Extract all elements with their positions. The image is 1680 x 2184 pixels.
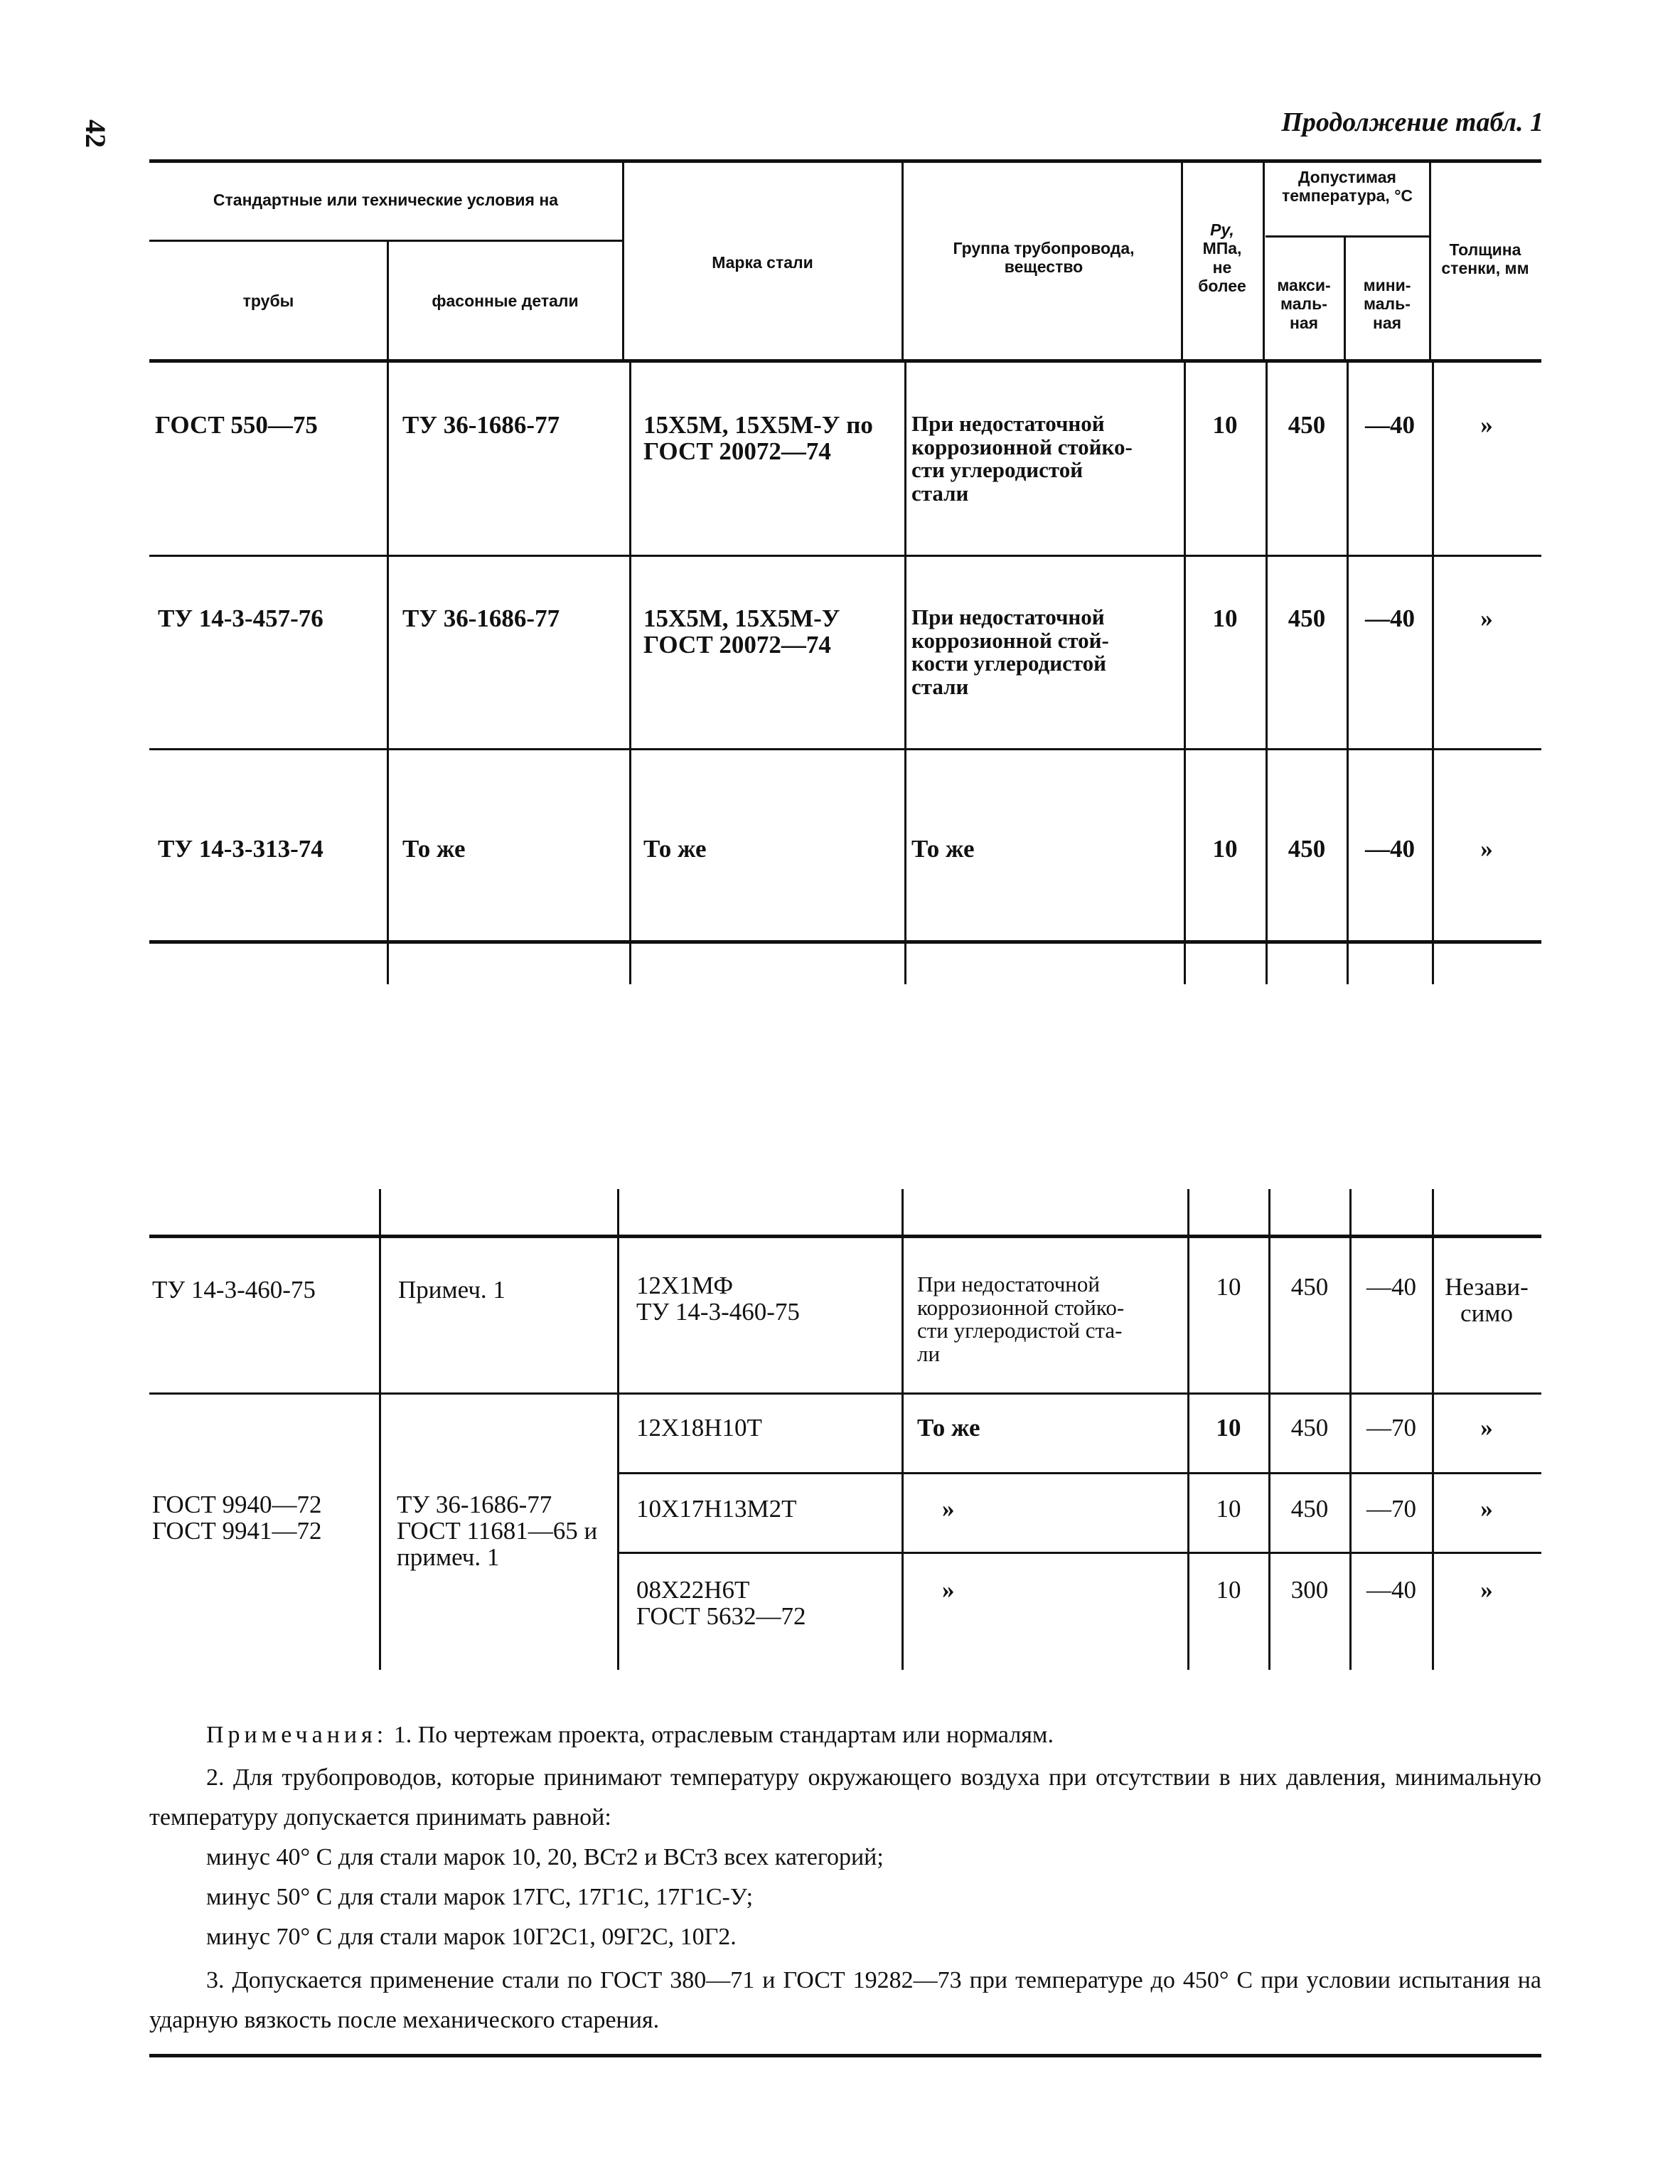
- body-col-divider: [904, 361, 906, 984]
- subrow-divider: [619, 1552, 1541, 1554]
- cell-pressure: 10: [1216, 1576, 1241, 1604]
- note-1-text: 1. По чертежам проекта, отраслевым стандартам или нормалям.: [393, 1722, 1054, 1748]
- cell-line: ГОСТ 5632—72: [636, 1602, 806, 1630]
- note-2-line: минус 50° С для стали марок 17ГС, 17Г1С, 17Г1С-У;: [206, 1884, 754, 1911]
- cell-line: симо: [1460, 1299, 1513, 1327]
- header-bottom-rule: [149, 359, 1541, 363]
- cell-pressure: 10: [1212, 835, 1238, 863]
- cell-line: ГОСТ 20072—74: [643, 630, 831, 659]
- body-col-divider: [1184, 361, 1186, 984]
- cell-line: ГОСТ 11681—65 и: [397, 1516, 598, 1545]
- cell-pipes: [152, 1492, 322, 1545]
- cell-wall-thickness: »: [1480, 411, 1493, 439]
- cell-pipes: ТУ 14-3-457-76: [158, 604, 323, 632]
- cell-line: 12Х1МФ: [636, 1272, 734, 1299]
- body-col-divider: [1347, 361, 1349, 984]
- cell-line: коррозионной стой-: [911, 627, 1109, 653]
- notes: [149, 1715, 1541, 2040]
- cell-line: стали: [911, 480, 969, 506]
- header-col-divider: [1429, 161, 1431, 359]
- header-fittings: фасонные детали: [432, 292, 579, 310]
- cell-line: При недостаточной: [917, 1272, 1100, 1296]
- note-1: [149, 1715, 1541, 1755]
- body-col-divider: [379, 1189, 381, 1670]
- temp-header-subdivider: [1266, 235, 1429, 238]
- cell-wall-thickness: »: [1480, 835, 1493, 863]
- cell-line: Незави-: [1445, 1273, 1529, 1301]
- cell-line: коррозионной стойко-: [911, 434, 1133, 459]
- cell-fittings: То же: [402, 835, 466, 863]
- cell-pipeline-group: То же: [917, 1414, 980, 1442]
- body-col-divider: [1432, 361, 1434, 984]
- header-col-divider: [1344, 237, 1346, 359]
- header-pipeline-group: Группа трубопровода, вещество: [953, 239, 1135, 277]
- cell-line: 15Х5М, 15Х5М-У: [643, 604, 840, 632]
- header-min-temp-line: ная: [1372, 313, 1402, 332]
- notes-heading: Примечания:: [206, 1722, 388, 1748]
- row-divider: [149, 748, 1541, 750]
- cell-max-temp: 450: [1290, 1273, 1329, 1301]
- cell-line: ли: [917, 1341, 941, 1366]
- cell-min-temp: —40: [1366, 1576, 1416, 1604]
- cell-max-temp: 300: [1290, 1576, 1329, 1604]
- header-subdivider: [149, 240, 622, 242]
- row-divider: [149, 1392, 1541, 1395]
- header-pressure-line: более: [1198, 277, 1246, 296]
- bottom-rule: [149, 2054, 1541, 2057]
- cell-steel-grade: То же: [643, 835, 707, 863]
- cell-wall-thickness: »: [1480, 604, 1493, 632]
- note-2-line: минус 40° С для стали марок 10, 20, ВСт2 и ВСт3 всех категорий;: [206, 1844, 884, 1871]
- cell-line: 15Х5М, 15Х5М-У по: [643, 411, 873, 439]
- header-min-temp-line: маль-: [1364, 294, 1411, 314]
- cell-max-temp: 450: [1290, 1414, 1329, 1442]
- body-col-divider: [901, 1189, 904, 1670]
- cell-line: коррозионной стойко-: [917, 1294, 1125, 1320]
- cell-fittings: ТУ 36-1686-77: [402, 604, 560, 632]
- cell-min-temp: —40: [1365, 411, 1415, 439]
- cell-pipeline-group: [911, 412, 1175, 505]
- header-min-temp: [1347, 276, 1427, 332]
- cell-pipes: ТУ 14-3-460-75: [152, 1276, 316, 1304]
- cell-pipeline-group: »: [942, 1495, 955, 1523]
- header-max-temp-line: маль-: [1280, 294, 1327, 314]
- cell-pipeline-group: »: [942, 1576, 955, 1604]
- cell-wall-thickness: [1434, 1274, 1539, 1327]
- note-2-line: минус 70° С для стали марок 10Г2С1, 09Г2С, 10Г2.: [206, 1924, 737, 1951]
- cell-max-temp: 450: [1288, 835, 1326, 863]
- cell-steel-grade: [636, 1577, 806, 1630]
- header-pressure-line: МПа,: [1202, 239, 1242, 258]
- cell-line: кости углеродистой: [911, 651, 1107, 676]
- header-temperature-group: Допустимая температура, °С: [1281, 168, 1413, 206]
- cell-steel-grade: [643, 412, 901, 465]
- header-col-divider: [1263, 161, 1265, 359]
- header-min-temp-line: мини-: [1363, 276, 1411, 294]
- cell-pipes: ТУ 14-3-313-74: [158, 835, 323, 863]
- header-max-temp: [1266, 276, 1342, 332]
- cell-steel-grade: [643, 606, 901, 659]
- cell-line: ТУ 36-1686-77: [397, 1491, 552, 1518]
- cell-wall-thickness: »: [1480, 1414, 1493, 1442]
- cell-line: При недостаточной: [911, 411, 1105, 436]
- cell-min-temp: —40: [1365, 604, 1415, 632]
- row-divider: [149, 940, 1541, 944]
- body-col-divider: [1266, 361, 1268, 984]
- cell-fittings: Примеч. 1: [398, 1276, 505, 1304]
- row-divider: [149, 1235, 1541, 1238]
- cell-fittings: [397, 1492, 614, 1570]
- cell-fittings: ТУ 36-1686-77: [402, 411, 560, 439]
- cell-pressure: 10: [1212, 604, 1238, 632]
- body-col-divider: [387, 361, 389, 984]
- cell-pressure: 10: [1216, 1414, 1241, 1442]
- cell-line: ГОСТ 9941—72: [152, 1516, 322, 1545]
- header-col-divider: [622, 161, 624, 359]
- header-pressure-line: Pу,: [1210, 220, 1234, 239]
- header-wall-thickness: Толщина стенки, мм: [1441, 240, 1529, 278]
- cell-line: сти углеродистой ста-: [917, 1318, 1123, 1343]
- cell-line: стали: [911, 673, 969, 699]
- cell-pipeline-group: То же: [911, 835, 975, 863]
- subrow-divider: [619, 1472, 1541, 1474]
- note-2: 2. Для трубопроводов, которые принимают температуру окружающего воздуха при отсутствии в них давления, минимальную температуру допускается принимать равной:: [149, 1764, 1541, 1831]
- cell-line: ГОСТ 20072—74: [643, 437, 831, 465]
- cell-line: При недостаточной: [911, 604, 1105, 629]
- header-col-divider: [387, 241, 389, 359]
- header-pressure-line: не: [1212, 257, 1232, 277]
- header-standards-group: Стандартные или технические условия на: [213, 191, 559, 209]
- cell-min-temp: —70: [1366, 1495, 1416, 1523]
- header-max-temp-line: ная: [1289, 313, 1319, 332]
- page-number: 42: [80, 119, 112, 148]
- cell-line: примеч. 1: [397, 1543, 500, 1571]
- cell-line: ТУ 14-3-460-75: [636, 1297, 800, 1326]
- header-col-divider: [901, 161, 904, 359]
- cell-pressure: 10: [1216, 1273, 1241, 1301]
- header-pressure: [1183, 220, 1261, 296]
- header-max-temp-line: макси-: [1277, 276, 1331, 294]
- cell-max-temp: 450: [1288, 604, 1326, 632]
- cell-min-temp: —40: [1366, 1273, 1416, 1301]
- cell-steel-grade: 10Х17Н13М2Т: [636, 1495, 797, 1523]
- note-3: 3. Допускается применение стали по ГОСТ 380—71 и ГОСТ 19282—73 при температуре до 450° С при условии испытания на ударную вязкость после механического старения.: [149, 1966, 1541, 2033]
- body-col-divider: [617, 1189, 619, 1670]
- cell-pressure: 10: [1212, 411, 1238, 439]
- header-pipes: трубы: [242, 292, 294, 310]
- cell-steel-grade: [636, 1273, 800, 1326]
- cell-wall-thickness: »: [1480, 1495, 1493, 1523]
- header-steel-grade: Марка стали: [712, 253, 813, 272]
- cell-steel-grade: 12Х18Н10Т: [636, 1414, 762, 1442]
- cell-pressure: 10: [1216, 1495, 1241, 1523]
- cell-line: 08Х22Н6Т: [636, 1576, 750, 1604]
- cell-min-temp: —40: [1365, 835, 1415, 863]
- cell-pipes: ГОСТ 550—75: [155, 411, 318, 439]
- table-continuation-label: Продолжение табл. 1: [1281, 107, 1543, 137]
- cell-max-temp: 450: [1288, 411, 1326, 439]
- body-col-divider: [629, 361, 631, 984]
- table-top-rule: [149, 159, 1541, 163]
- cell-min-temp: —70: [1366, 1414, 1416, 1442]
- cell-max-temp: 450: [1290, 1495, 1329, 1523]
- row-divider: [149, 555, 1541, 557]
- cell-pipeline-group: [917, 1273, 1177, 1365]
- cell-line: ГОСТ 9940—72: [152, 1491, 322, 1518]
- cell-pipeline-group: [911, 606, 1175, 698]
- cell-wall-thickness: »: [1480, 1576, 1493, 1604]
- cell-line: сти углеродистой: [911, 457, 1084, 483]
